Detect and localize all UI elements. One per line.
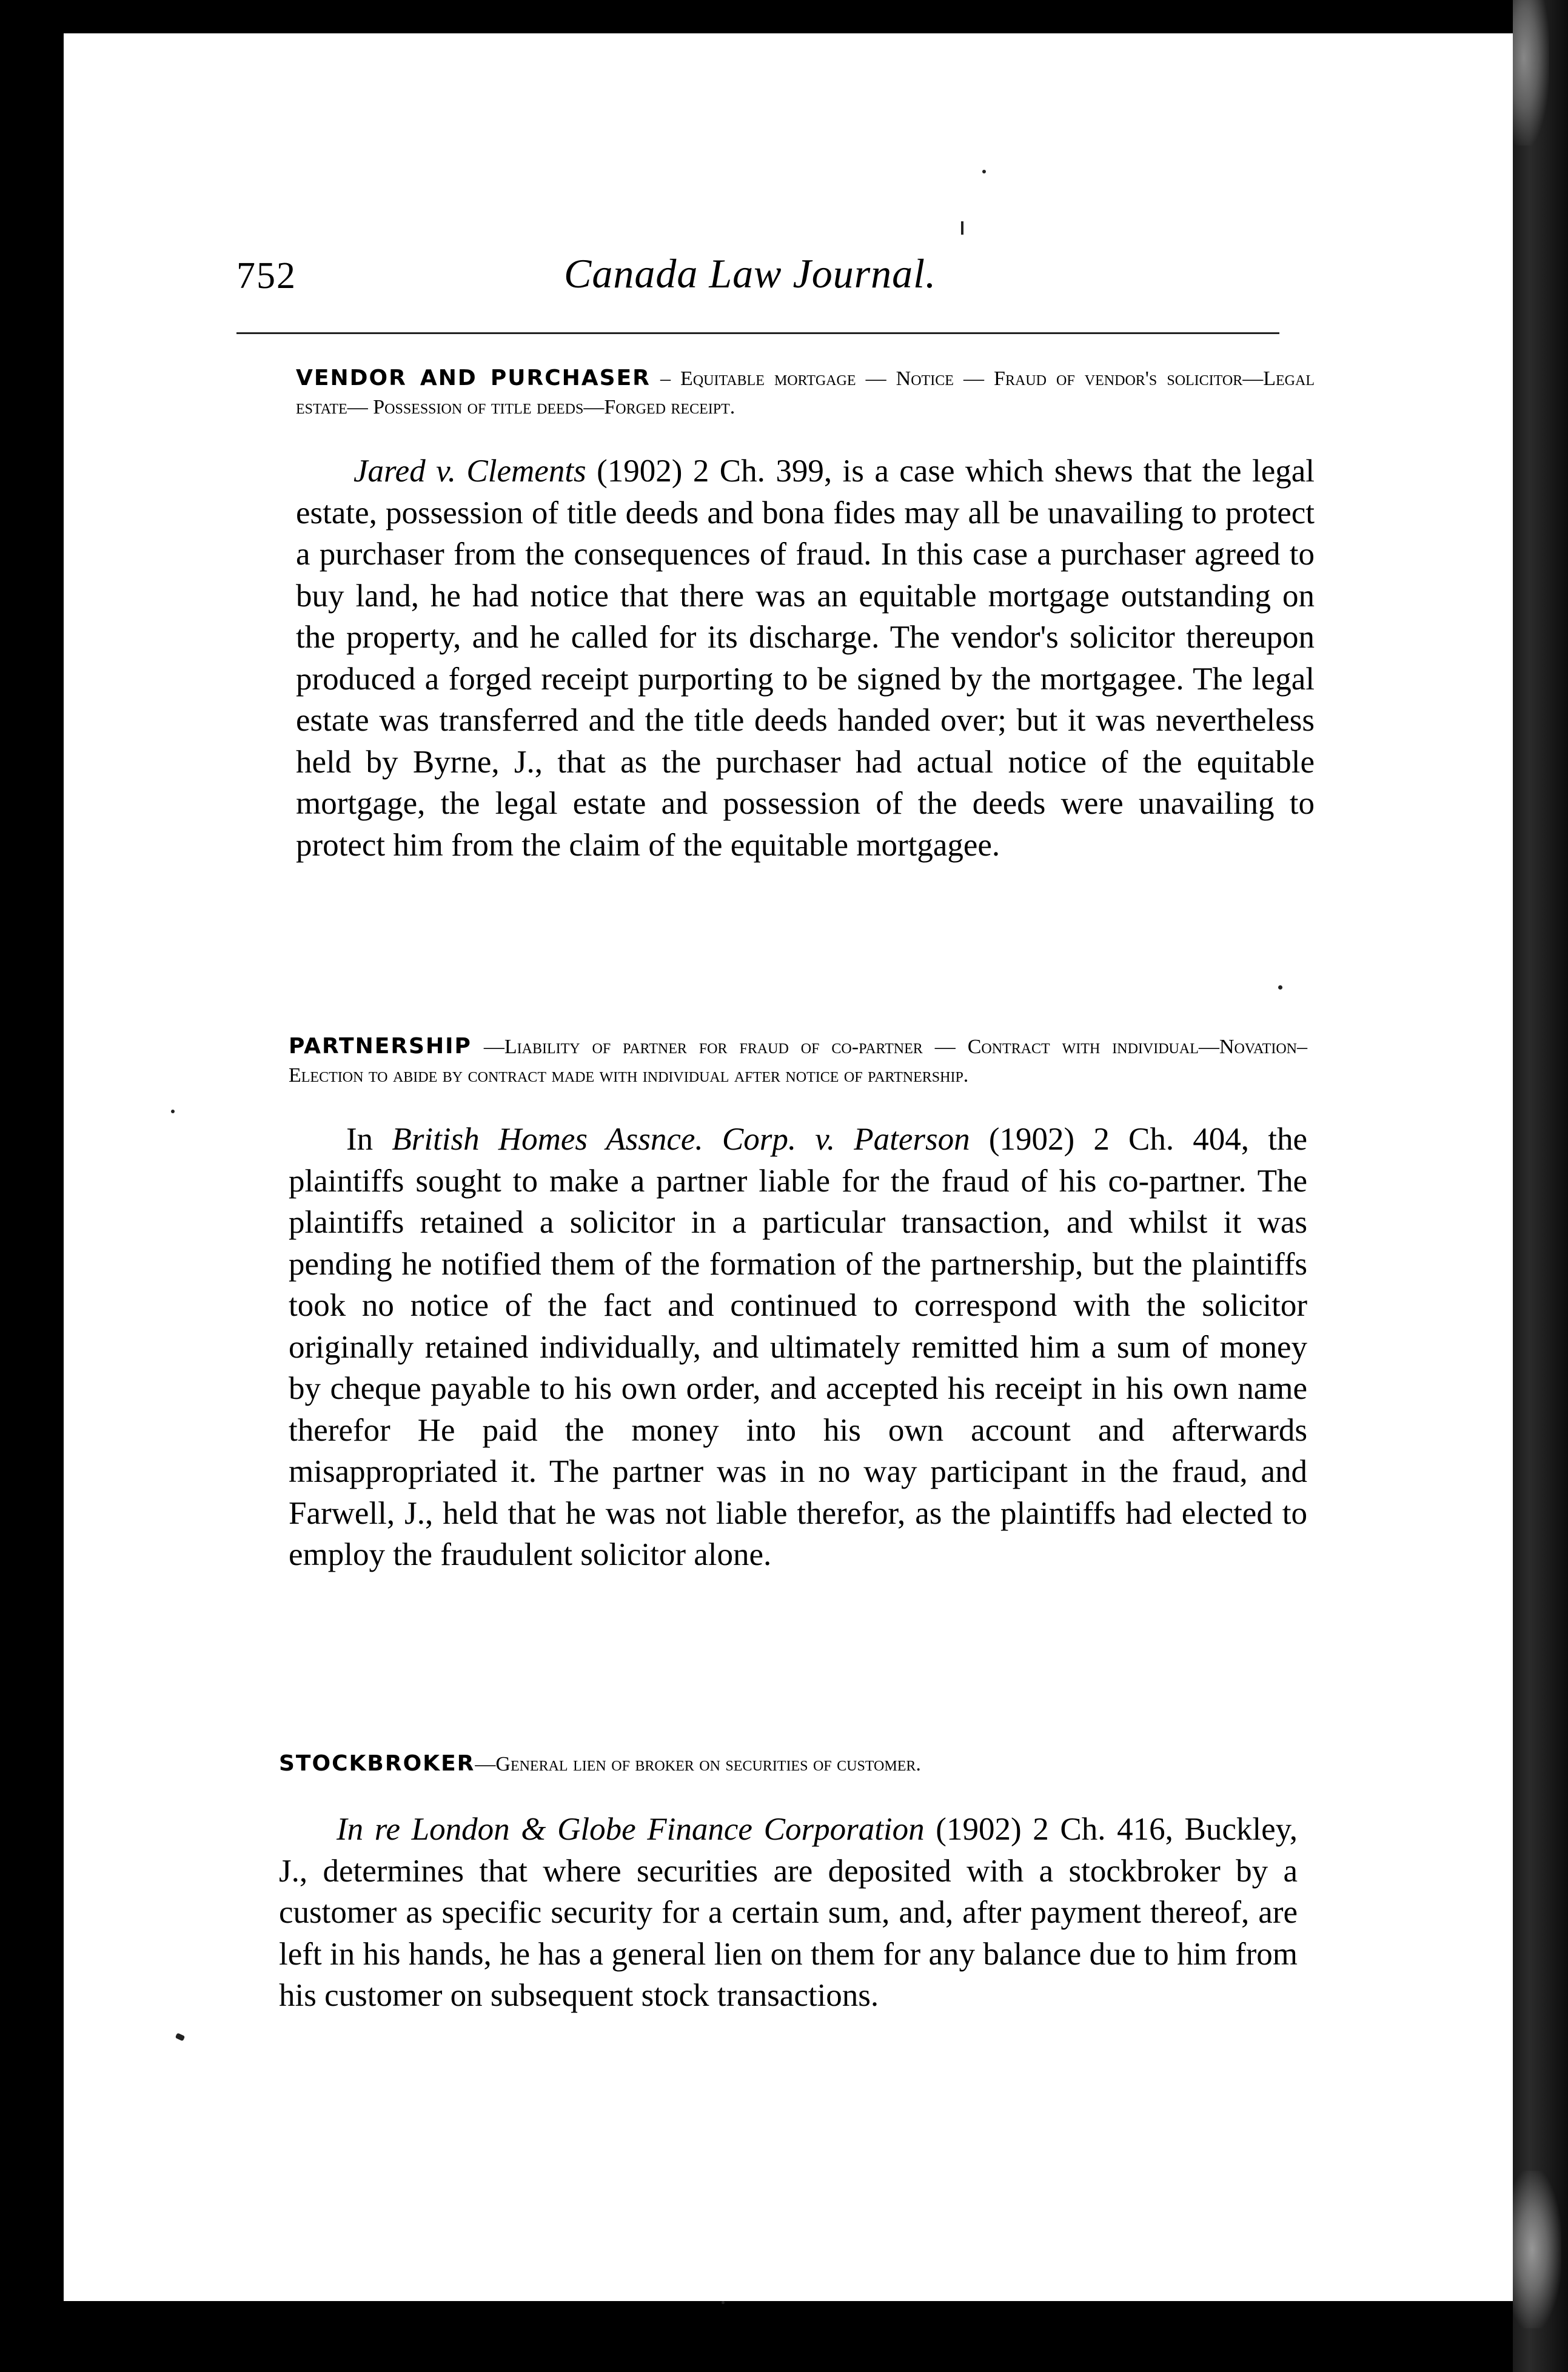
- section-title: VENDOR AND PURCHASER: [296, 366, 651, 390]
- speck-mark: [722, 2301, 725, 2304]
- section-subtitle: —General lien of broker on securities of customer.: [475, 1753, 921, 1775]
- case-name: In re London & Globe Finance Corporation: [337, 1812, 925, 1847]
- section-heading: [296, 364, 1315, 421]
- frayed-edge-top: [1513, 0, 1549, 146]
- speck-mark: [171, 1110, 175, 1113]
- speck-mark: [982, 170, 986, 173]
- section-body: [289, 1119, 1307, 1576]
- header-rule: [236, 332, 1279, 334]
- scan-page-edge: [1513, 0, 1568, 2372]
- running-title: Canada Law Journal.: [564, 250, 937, 296]
- section-title: STOCKBROKER: [279, 1751, 475, 1776]
- section-stockbroker: [279, 1749, 1298, 2017]
- page-number: 752: [236, 255, 297, 296]
- frayed-edge-bottom: [1513, 2171, 1561, 2328]
- body-text: (1902) 2 Ch. 404, the plaintiffs sought to make a partner liable for the fraud of his co-partner. The plaintiffs retained a solicitor in a particular transaction, and whilst it was pending he notified them of the formation of the partnership, but the plaintiffs took no notice of the fact and continued to correspond with the solicitor originally retained individually, and ultimately remitted him a sum of money by cheque payable to his own order, and accepted his receipt in his own name therefor He paid the money into his own account and afterwards misappropriated it. The partner was in no way participant in the fraud, and Farwell, J., held that he was not liable therefor, as the plaintiffs had elected to employ the fraudulent solicitor alone.: [289, 1122, 1307, 1572]
- section-subtitle: – Equitable mortgage — Notice — Fraud of vendor's solicitor—Legal estate— Possession of title deeds—Forged receipt.: [296, 367, 1315, 418]
- page-header: [236, 243, 1328, 315]
- case-prefix: In: [346, 1122, 392, 1157]
- speck-mark: [1278, 985, 1282, 990]
- section-body: [296, 451, 1315, 866]
- section-heading: [279, 1749, 1298, 1778]
- body-text: (1902) 2 Ch. 416, Buckley, J., determines that where securities are deposited with a stockbroker by a customer as specific security for a certain sum, and, after payment thereof, are left in his hands, he has a general lien on them for any balance due to him from his customer on subsequent stock transactions.: [279, 1812, 1298, 2013]
- tick-mark: [961, 221, 963, 235]
- case-name: British Homes Assnce. Corp. v. Paterson: [392, 1122, 970, 1157]
- section-body: [279, 1809, 1298, 2017]
- section-subtitle: —Liability of partner for fraud of co-partner — Contract with individual—Novation– Election to abide by contract made with individual after notice of partnership.: [289, 1036, 1307, 1087]
- section-vendor-and-purchaser: [296, 364, 1315, 866]
- section-heading: [289, 1032, 1307, 1090]
- section-partnership: [289, 1032, 1307, 1576]
- body-text: (1902) 2 Ch. 399, is a case which shews that the legal estate, possession of title deeds and bona fides may all be unavailing to protect a purchaser from the consequences of fraud. In this case a purchaser agreed to buy land, he had notice that there was an equitable mortgage outstanding on the property, and he called for its discharge. The vendor's solicitor thereupon produced a forged receipt purporting to be signed by the mortgagee. The legal estate was transferred and the title deeds handed over; but it was nevertheless held by Byrne, J., that as the purchaser had actual notice of the equitable mortgage, the legal estate and possession of the deeds were unavailing to protect him from the claim of the equitable mortgagee.: [296, 454, 1315, 863]
- section-title: PARTNERSHIP: [289, 1034, 472, 1059]
- case-name: Jared v. Clements: [353, 454, 586, 489]
